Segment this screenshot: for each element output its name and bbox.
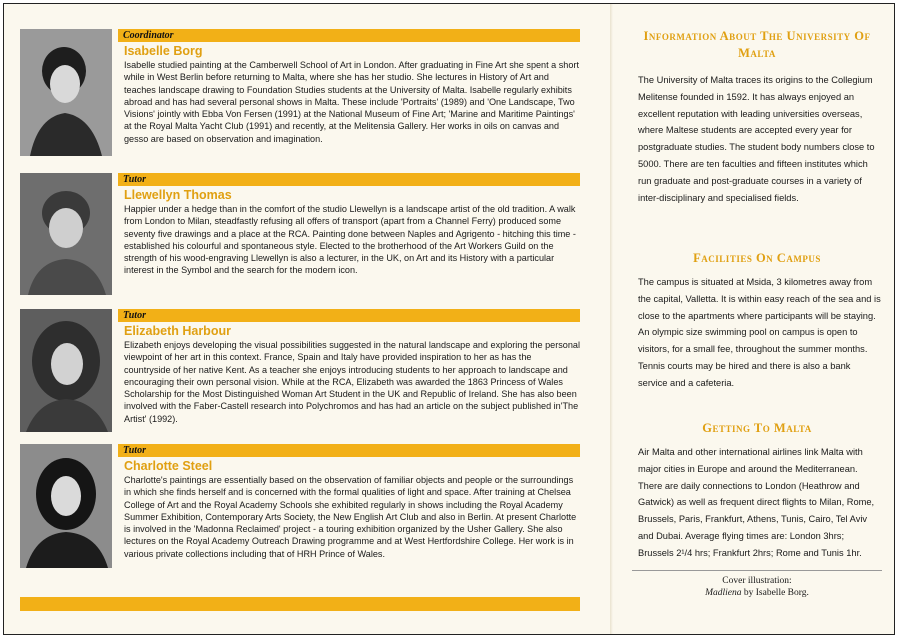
cover-caption xyxy=(632,575,882,599)
portrait-silhouette xyxy=(20,29,112,156)
person-entry xyxy=(20,29,580,169)
portrait-silhouette xyxy=(20,444,112,568)
section-body: Air Malta and other international airlines link Malta with major cities in Europe and around the Mediterranean. There are daily connections to London (Heathrow and Gatwick) as well as frequent direct flights to Milan, Rome, Brussels, Paris, Frankfurt, Athens, Tunis, Cairo, Tel Aviv and Dubai. Average flying times are: London 3hrs; Brussels 2¹/4 hrs; Frankfurt 2hrs; Rome and Tunis 1hr. xyxy=(638,447,875,558)
role-bar xyxy=(118,309,580,322)
person-name: Isabelle Borg xyxy=(124,44,203,58)
person-entry xyxy=(20,173,580,303)
person-bio: Elizabeth enjoys developing the visual possibilities suggested in the natural landscape and exploring the personal viewpoint of her art in this context. France, Spain and Italy have provided inspiration to her as has the countryside of her native Kent. As a teacher she enjoys introducing students to her approach to landscape and encouraging their own personal vision. While at the RCA, Elizabeth was awarded the 1863 Princess of Wales Scholarship for the Most Distinguished Woman Art Student in the UK and Republic of Ireland. She has also been involved with the Faber-Castell research into Polychromos and has had an article on the subject published in'The Artist' (1992). xyxy=(124,340,580,424)
caption-title: Madliena xyxy=(705,588,742,598)
person-role: Tutor xyxy=(123,174,146,185)
portrait-photo xyxy=(20,309,112,432)
portrait-photo xyxy=(20,444,112,568)
person-role: Tutor xyxy=(123,310,146,321)
footer-bar xyxy=(20,597,580,611)
person-bio: Happier under a hedge than in the comfort of the studio Llewellyn is a landscape artist of the old tradition. A walk from London to Milan, steadfastly refusing all offers of transport (apart from a Channel Ferry) produced some seventy five drawings and a place at the RCA. Painting done between Naples and Agrigento - hitching this time - established his colourful and spontaneous style. Elected to the brotherhood of the Art Workers Guild on the strength of his wood-engraving Llewellyn is also a lecturer, in the UK, on Art and its History with a particular interest in the Symbol and the search for the modern icon. xyxy=(124,204,576,276)
portrait-photo xyxy=(20,29,112,156)
caption-by: by Isabelle Borg. xyxy=(741,588,809,598)
person-entry xyxy=(20,309,580,443)
person-name: Llewellyn Thomas xyxy=(124,188,232,202)
portrait-silhouette xyxy=(20,309,112,432)
page-fold xyxy=(610,4,613,634)
section-heading: Getting To Malta xyxy=(702,421,812,435)
person-bio: Charlotte's paintings are essentially based on the observation of familiar objects and people or the surroundings in which she finds herself and is concerned with the formal qualities of light and space. After training at Chelsea College of Art and the Royal Academy Schools she exhibited regularly in shows including the Royal Academy Summer Exhibition, Contemporary Arts Society, the New English Art Club and also in Berlin. At present Charlotte is involved in the 'Madonna Reclaimed' project - a touring exhibition organized by the Usher Gallery. She also lectures on the Royal Academy Outreach Drawing programme and at West Hertfordshire College. Her work is in various private collections including that of HRH Prince of Wales. xyxy=(124,475,577,559)
portrait-silhouette xyxy=(20,173,112,295)
role-bar xyxy=(118,173,580,186)
person-role: Coordinator xyxy=(123,30,174,41)
person-name: Elizabeth Harbour xyxy=(124,324,231,338)
section-heading: Facilities On Campus xyxy=(693,251,821,265)
person-entry xyxy=(20,444,580,594)
caption-credit xyxy=(632,587,882,599)
person-role: Tutor xyxy=(123,445,146,456)
portrait-photo xyxy=(20,173,112,295)
person-name: Charlotte Steel xyxy=(124,459,213,473)
role-bar xyxy=(118,444,580,457)
role-bar xyxy=(118,29,580,42)
caption-line: Cover illustration: xyxy=(722,576,792,586)
section-body: The campus is situated at Msida, 3 kilometres away from the capital, Valletta. It is within easy reach of the sea and is close to the apartments where participants will be staying. An olympic size swimming pool on campus is open to visitors, for a small fee, throughout the summer months. Tennis courts may be hired and there is also a bank service and a cafeteria. xyxy=(638,277,881,388)
caption-divider xyxy=(632,570,882,571)
section-body: The University of Malta traces its origins to the Collegium Melitense founded in 1592. It has always enjoyed an excellent reputation with leading universities overseas, where Maltese students are accepted every year for postgraduate studies. The student body numbers close to 5000. There are ten faculties and fifteen institutes which run graduate and post-graduate courses in a variety of inter-disciplinary and specialised fields. xyxy=(638,75,875,203)
brochure-page xyxy=(3,3,895,635)
person-bio: Isabelle studied painting at the Camberwell School of Art in London. After graduating in Fine Art she spent a short while in West Berlin before returning to Malta, where she has her studio. She lectures in History of Art and teaches landscape drawing to Foundation Studies students at the University of Malta. Isabelle regularly exhibits abroad and has had several personal shows in Malta. These include 'Portraits' (1989) and 'One Landscape, Two Visions' jointly with Ebba Von Fersen (1991) at the National Museum of Fine Art; 'Marine and Maritime Paintings' at the Royal Malta Yacht Club (1991) and recently, at the Melitensia Gallery. Her works in oils on canvas and gesso are based on observation and imagination. xyxy=(124,60,579,144)
section-heading: Information About The University Of Malta xyxy=(643,29,871,60)
